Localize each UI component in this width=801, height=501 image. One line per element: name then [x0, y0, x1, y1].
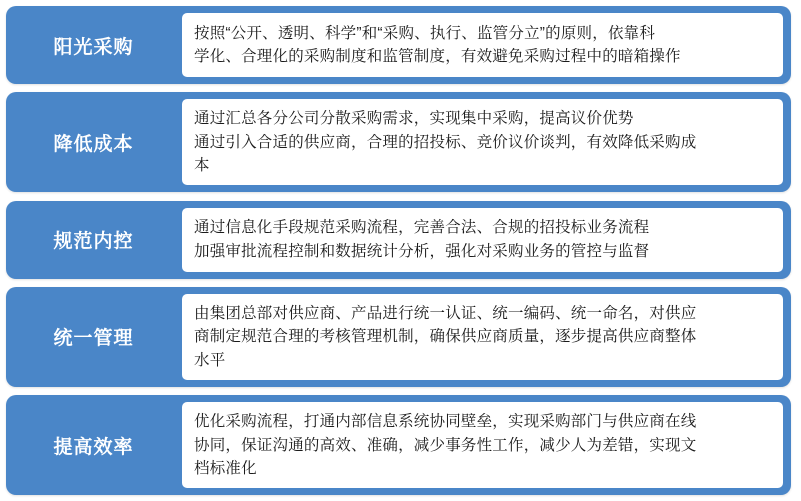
- row-label-unified-management: 统一管理: [53, 328, 134, 350]
- row-text-line: 由集团总部对供应商、产品进行统一认证、统一编码、统一命名，对供应: [194, 305, 697, 323]
- row-text-line: 协同，保证沟通的高效、准确，减少事务性工作，减少人为差错，实现文: [194, 436, 697, 454]
- diagram-row: [6, 201, 791, 279]
- row-text-line: 水平: [194, 351, 226, 369]
- row-label-standardize-internal-control: 规范内控: [53, 231, 134, 253]
- row-label-sunshine-procurement: 阳光采购: [53, 36, 134, 58]
- row-text-line: 商制定规范合理的考核管理机制，确保供应商质量，逐步提高供应商整体: [194, 328, 697, 346]
- row-text-line: 本: [194, 156, 210, 174]
- diagram-row: [6, 6, 791, 84]
- row-text-line: 通过引入合适的供应商，合理的招投标、竞价议价谈判，有效降低采购成: [194, 133, 697, 151]
- diagram-row: [6, 395, 791, 495]
- diagram-row: [6, 287, 791, 387]
- row-text-line: 档标准化: [194, 459, 257, 477]
- row-label-improve-efficiency: 提高效率: [53, 436, 134, 458]
- row-text-line: 优化采购流程，打通内部信息系统协同壁垒，实现采购部门与供应商在线: [194, 413, 697, 431]
- row-label-reduce-cost: 降低成本: [53, 133, 134, 155]
- row-text-line: 通过汇总各分公司分散采购需求，实现集中采购，提高议价优势: [194, 110, 634, 128]
- row-text-line: 学化、合理化的采购制度和监管制度，有效避免采购过程中的暗箱操作: [194, 48, 681, 65]
- row-text-line: 通过信息化手段规范采购流程，完善合法、合规的招投标业务流程: [194, 219, 650, 237]
- row-body: [181, 207, 784, 273]
- diagram-row: [6, 92, 791, 192]
- row-text-line: 加强审批流程控制和数据统计分析，强化对采购业务的管控与监督: [194, 242, 650, 260]
- row-body: [181, 293, 784, 381]
- row-text-line: 按照“公开、透明、科学”和“采购、执行、监管分立”的原则，依靠科: [194, 24, 656, 42]
- row-body: [181, 12, 784, 78]
- row-body: [181, 98, 784, 186]
- row-body: [181, 401, 784, 489]
